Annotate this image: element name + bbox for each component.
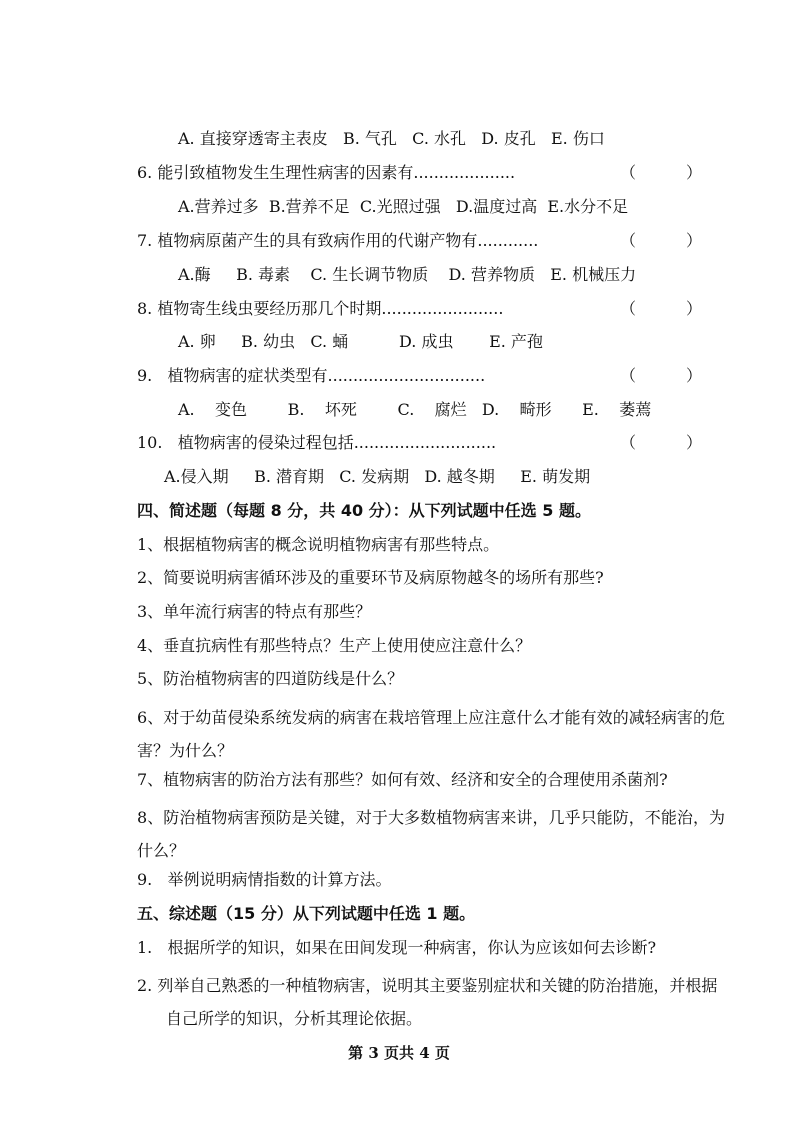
q5-options: A. 直接穿透寄主表皮 B. 气孔 C. 水孔 D. 皮孔 E. 伤口 [178,129,605,148]
q6-stem: 6. 能引致植物发生生理性病害的因素有.................... [137,163,516,182]
q7-paren-open: （ [620,231,637,250]
section-4-item-7: 7、植物病害的防治方法有那些？如何有效、经济和安全的合理使用杀菌剂? [137,770,668,789]
section-4-item-2: 2、简要说明病害循环涉及的重要环节及病原物越冬的场所有那些? [137,568,604,587]
section-4-item-4: 4、垂直抗病性有那些特点？生产上使用使应注意什么？ [137,636,532,655]
q8-paren-close: ） [686,299,703,318]
q7-paren-close: ） [686,231,703,250]
q10-stem: 10. 植物病害的侵染过程包括............................ [137,433,497,452]
q6-paren-close: ） [686,163,703,182]
q8-options: A. 卵 B. 幼虫 C. 蛹 D. 成虫 E. 产孢 [178,332,543,351]
q10-options: A.侵入期 B. 潜育期 C. 发病期 D. 越冬期 E. 萌发期 [164,467,591,486]
q10-paren-close: ） [686,433,703,452]
section-4-item-3: 3、单年流行病害的特点有那些？ [137,602,372,621]
page-footer: 第 3 页共 4 页 [348,1044,450,1062]
q9-paren-close: ） [686,366,703,385]
section-4-item-8: 8、防治植物病害预防是关键，对于大多数植物病害来讲，几乎只能防，不能治，为什么？ [137,808,725,860]
q9-paren-open: （ [620,366,637,385]
section-5-item-1: 1. 根据所学的知识，如果在田间发现一种病害，你认为应该如何去诊断? [137,938,657,957]
section-4-item-9: 9. 举例说明病情指数的计算方法。 [137,870,392,889]
section-4-title: 四、简述题（每题 8 分，共 40 分）：从下列试题中任选 5 题。 [137,501,591,520]
section-5-item-2-text: 2. 列举自己熟悉的一种植物病害，说明其主要鉴别症状和关键的防治措施，并根据自己所学的知识，分析其理论依据。 [137,976,718,1028]
section-5-item-2 [137,969,725,1035]
q9-options: A. 变色 B. 坏死 C. 腐烂 D. 畸形 E. 萎蔫 [178,400,652,419]
section-4-item-6: 6、对于幼苗侵染系统发病的病害在栽培管理上应注意什么才能有效的减轻病害的危害？为什么？ [137,708,725,760]
q8-stem: 8. 植物寄生线虫要经历那几个时期........................ [137,299,504,318]
section-5-title: 五、综述题（15 分）从下列试题中任选 1 题。 [137,904,476,923]
q6-paren-open: （ [620,163,637,182]
q8-paren-open: （ [620,299,637,318]
q10-paren-open: （ [620,433,637,452]
q7-stem: 7. 植物病原菌产生的具有致病作用的代谢产物有............ [137,231,539,250]
section-4-item-5: 5、防治植物病害的四道防线是什么？ [137,669,404,688]
q6-options: A.营养过多 B.营养不足 C.光照过强 D.温度过高 E.水分不足 [178,197,629,216]
q7-options: A.酶 B. 毒素 C. 生长调节物质 D. 营养物质 E. 机械压力 [178,265,637,284]
section-4-item-1: 1、根据植物病害的概念说明植物病害有那些特点。 [137,535,500,554]
q9-stem: 9. 植物病害的症状类型有............................... [137,366,486,385]
